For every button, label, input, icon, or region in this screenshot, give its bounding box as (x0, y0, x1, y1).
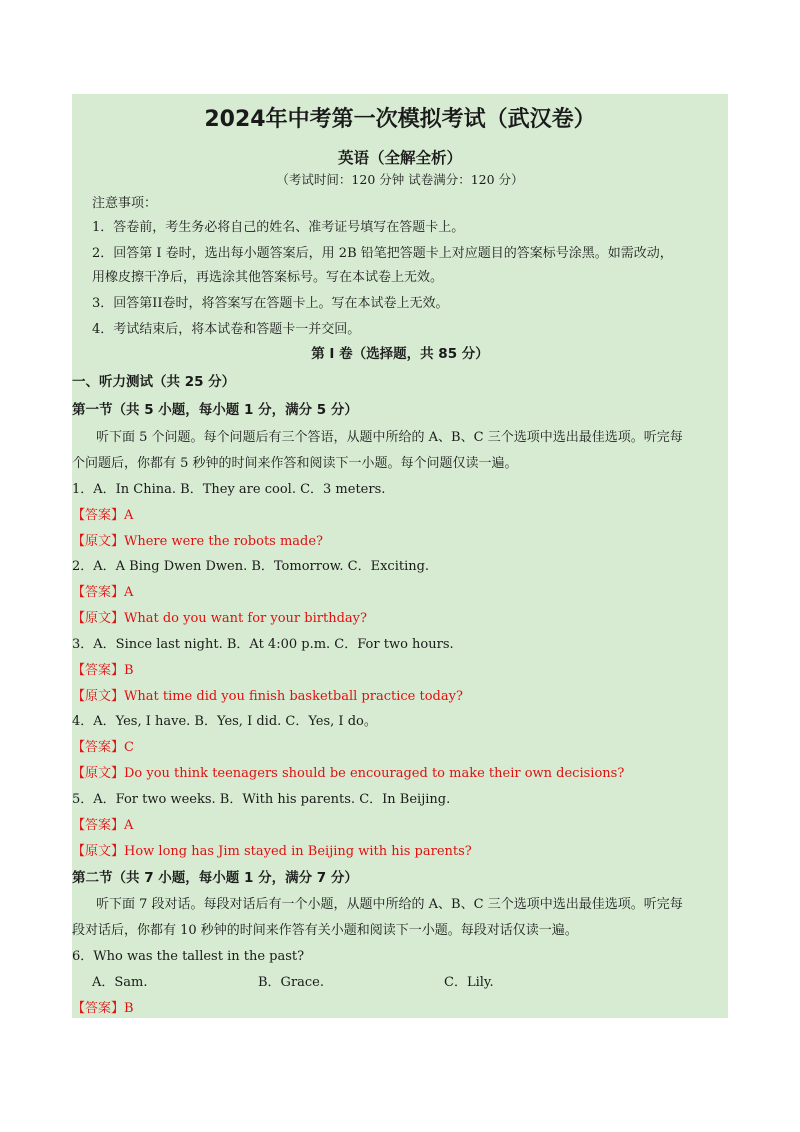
question-2-script: 【原文】What do you want for your birthday? (72, 611, 367, 626)
notice-item-2-line-1: 2．回答第 I 卷时，选出每小题答案后，用 2B 铅笔把答题卡上对应题目的答案标号涂黑。如需改动， (92, 246, 673, 261)
subsection-1-intro-line-2: 个问题后，你都有 5 秒钟的时间来作答和阅读下一小题。每个问题仅读一遍。 (72, 456, 518, 471)
notice-item-1: 1．答卷前，考生务必将自己的姓名、准考证号填写在答题卡上。 (92, 220, 465, 235)
subsection-2-intro-line-1: 听下面 7 段对话。每段对话后有一个小题，从题中所给的 A、B、C 三个选项中选出最佳选项。听完每 (96, 897, 683, 912)
question-3-answer: 【答案】B (72, 663, 134, 678)
question-5-script: 【原文】How long has Jim stayed in Beijing with his parents? (72, 844, 472, 859)
question-6-answer: 【答案】B (72, 1001, 134, 1016)
question-1-answer: 【答案】A (72, 508, 134, 523)
subsection-heading-2: 第二节（共 7 小题，每小题 1 分，满分 7 分） (72, 870, 358, 886)
question-6-option-b: B．Grace. (258, 975, 325, 990)
question-4-script: 【原文】Do you think teenagers should be encouraged to make their own decisions? (72, 766, 625, 781)
exam-info: （考试时间：120 分钟 试卷满分：120 分） (276, 172, 524, 187)
question-4-answer: 【答案】C (72, 740, 134, 755)
question-3-options: 3．A．Since last night. B．At 4:00 p.m. C．For two hours. (72, 637, 454, 652)
notice-item-3: 3．回答第II卷时，将答案写在答题卡上。写在本试卷上无效。 (92, 296, 449, 311)
question-1-options: 1．A．In China. B．They are cool. C．3 meters. (72, 482, 386, 497)
section-heading-listening: 一、听力测试（共 25 分） (72, 374, 236, 390)
subsection-2-intro-line-2: 段对话后，你都有 10 秒钟的时间来作答有关小题和阅读下一小题。每段对话仅读一遍。 (72, 923, 578, 938)
question-2-options: 2．A．A Bing Dwen Dwen. B．Tomorrow. C．Exciting. (72, 559, 430, 574)
notice-item-2-line-2: 用橡皮擦干净后，再选涂其他答案标号。写在本试卷上无效。 (92, 270, 444, 285)
question-1-script: 【原文】Where were the robots made? (72, 534, 324, 549)
question-6-option-a: A．Sam. (92, 975, 148, 990)
part-heading: 第 I 卷（选择题，共 85 分） (311, 346, 489, 362)
document-title: 2024年中考第一次模拟考试（武汉卷） (204, 107, 596, 132)
document-page (72, 94, 728, 1018)
question-5-answer: 【答案】A (72, 818, 134, 833)
question-4-options: 4．A．Yes, I have. B．Yes, I did. C．Yes, I do。 (72, 714, 377, 729)
subsection-1-intro-line-1: 听下面 5 个问题。每个问题后有三个答语，从题中所给的 A、B、C 三个选项中选出最佳选项。听完每 (96, 430, 683, 445)
question-6-option-c: C．Lily. (444, 975, 494, 990)
notice-item-4: 4．考试结束后，将本试卷和答题卡一并交回。 (92, 322, 361, 337)
question-5-options: 5．A．For two weeks. B．With his parents. C．In Beijing. (72, 792, 451, 807)
question-2-answer: 【答案】A (72, 585, 134, 600)
subsection-heading-1: 第一节（共 5 小题，每小题 1 分，满分 5 分） (72, 402, 358, 418)
question-6-text: 6．Who was the tallest in the past? (72, 949, 305, 964)
notice-heading: 注意事项： (92, 196, 158, 211)
question-3-script: 【原文】What time did you finish basketball practice today? (72, 689, 463, 704)
document-subtitle: 英语（全解全析） (337, 149, 462, 167)
